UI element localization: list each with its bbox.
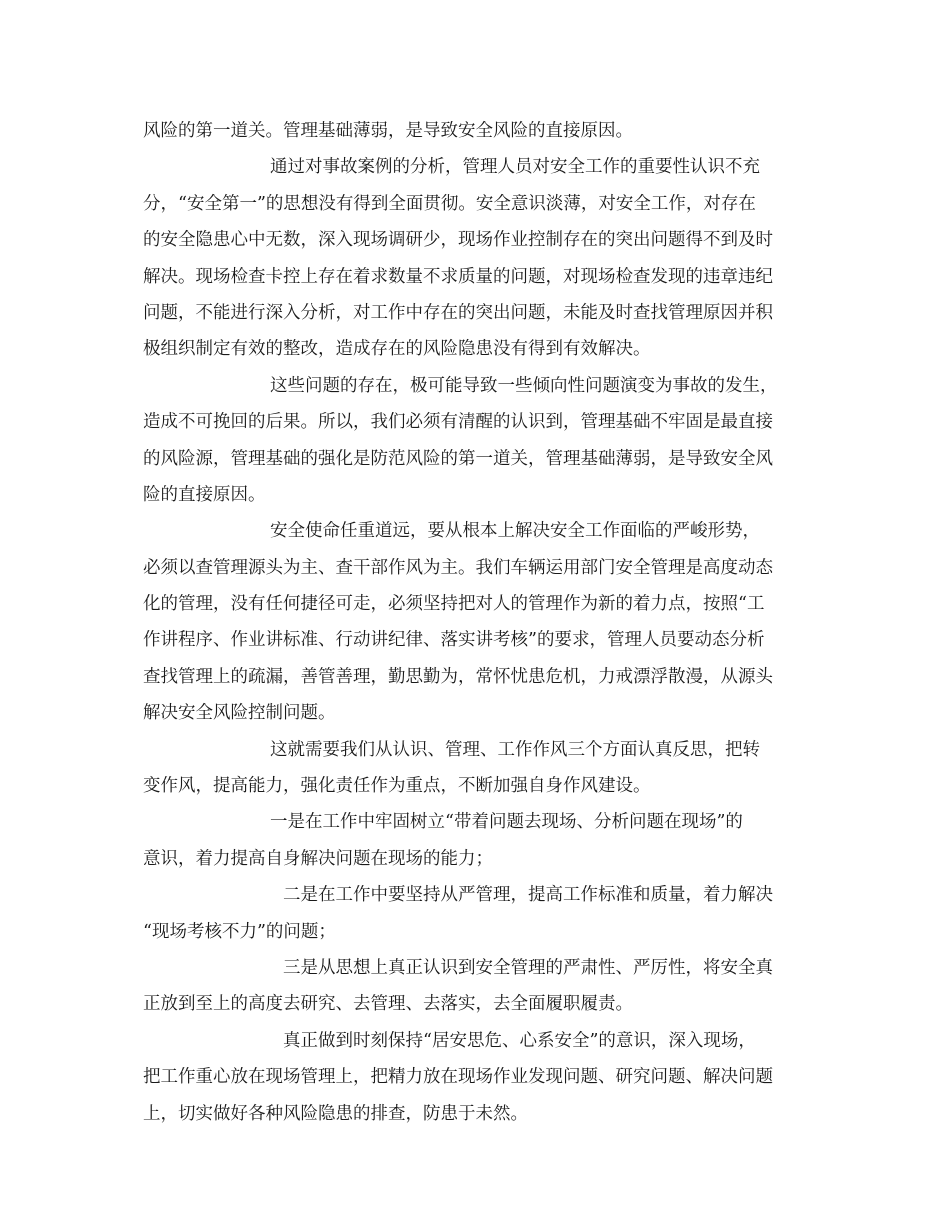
text-line: 这些问题的存在，极可能导致一些倾向性问题演变为事故的发生， [270, 375, 778, 396]
paragraph [143, 113, 823, 149]
paragraph [143, 732, 823, 805]
text-line: 二是在工作中要坚持从严管理，提高工作标准和质量，着力解决 [283, 885, 773, 906]
paragraph [143, 513, 823, 731]
text-line: 安全使命任重道远，要从根本上解决安全工作面临的严峻形势， [270, 521, 760, 542]
text-line: 查找管理上的疏漏，善管善理，勤思勤为，常怀忧患危机，力戒漂浮散漫，从源头 [143, 666, 773, 687]
text-line: 变作风，提高能力，强化责任作为重点，不断加强自身作风建设。 [143, 776, 651, 797]
text-line: 通过对事故案例的分析，管理人员对安全工作的重要性认识不充 [270, 157, 760, 178]
text-line: 解决。现场检查卡控上存在着求数量不求质量的问题，对现场检查发现的违章违纪 [143, 266, 773, 287]
text-line: 化的管理，没有任何捷径可走，必须坚持把对人的管理作为新的着力点，按照“工 [143, 594, 765, 615]
text-line: 这就需要我们从认识、管理、工作作风三个方面认真反思，把转 [270, 739, 760, 760]
text-line: 风险的第一道关。管理基础薄弱，是导致安全风险的直接原因。 [143, 121, 633, 141]
text-line: “现场考核不力”的问题； [143, 921, 336, 942]
text-line: 真正做到时刻保持“居安思危、心系安全”的意识，深入现场， [283, 1030, 756, 1051]
paragraph [143, 368, 823, 514]
paragraph [143, 804, 823, 877]
text-line: 上，切实做好各种风险隐患的排查，防患于未然。 [143, 1103, 528, 1124]
body-text [143, 113, 823, 1132]
text-line: 必须以查管理源头为主、查干部作风为主。我们车辆运用部门安全管理是高度动态 [143, 557, 773, 578]
text-line: 的风险源，管理基础的强化是防范风险的第一道关，管理基础薄弱，是导致安全风 [143, 448, 773, 469]
text-line: 的安全隐患心中无数，深入现场调研少，现场作业控制存在的突出问题得不到及时 [143, 230, 773, 251]
text-line: 分，“安全第一”的思想没有得到全面贯彻。安全意识淡薄，对安全工作，对存在 [143, 193, 756, 214]
text-line: 问题，不能进行深入分析，对工作中存在的突出问题，未能及时查找管理原因并积 [143, 302, 773, 323]
paragraph [143, 950, 823, 1023]
text-line: 三是从思想上真正认识到安全管理的严肃性、严厉性，将安全真 [283, 957, 773, 978]
text-line: 解决安全风险控制问题。 [143, 703, 336, 724]
text-line: 险的直接原因。 [143, 484, 266, 505]
text-line: 正放到至上的高度去研究、去管理、去落实，去全面履职履责。 [143, 994, 633, 1015]
text-line: 作讲程序、作业讲标准、行动讲纪律、落实讲考核”的要求，管理人员要动态分析 [143, 630, 765, 651]
paragraph [143, 877, 823, 950]
paragraph [143, 149, 823, 367]
text-line: 极组织制定有效的整改，造成存在的风险隐患没有得到有效解决。 [143, 339, 651, 360]
text-line: 意识，着力提高自身解决问题在现场的能力； [143, 848, 493, 869]
text-line: 一是在工作中牢固树立“带着问题去现场、分析问题在现场”的 [270, 812, 743, 833]
text-line: 造成不可挽回的后果。所以，我们必须有清醒的认识到，管理基础不牢固是最直接 [143, 412, 773, 433]
text-line: 把工作重心放在现场管理上，把精力放在现场作业发现问题、研究问题、解决问题 [143, 1067, 773, 1088]
paragraph [143, 1023, 823, 1132]
